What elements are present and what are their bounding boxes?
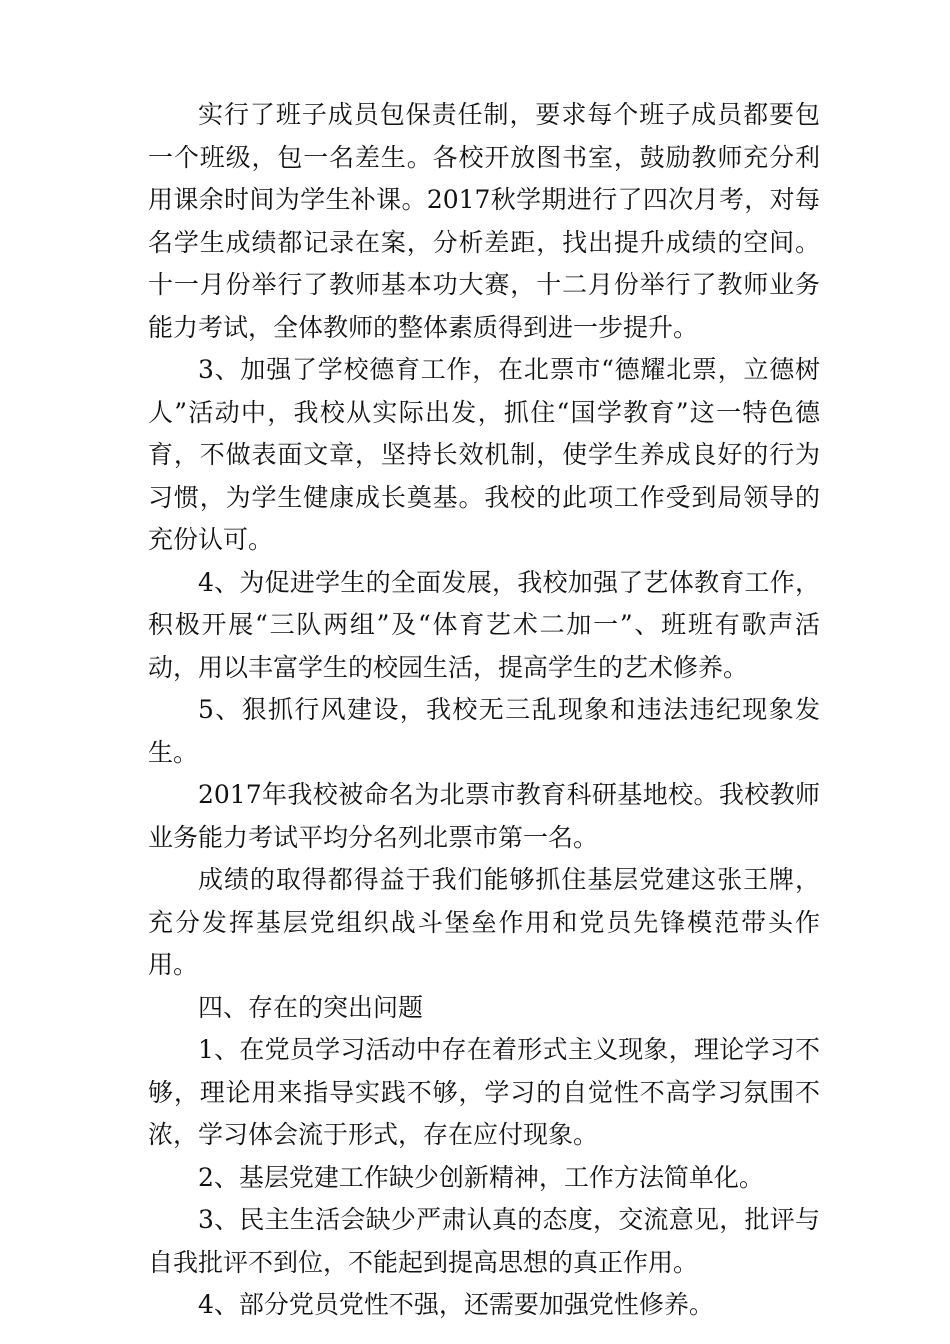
paragraph-responsibility-system: 实行了班子成员包保责任制，要求每个班子成员都要包一个班级，包一名差生。各校开放图书室，鼓励教师充分利用课余时间为学生补课。2017秋学期进行了四次月考，对每名学生成绩都记录在案，分析差距，找出提升成绩的空间。十一月份举行了教师基本功大赛，十二月份举行了教师业务能力考试，全体教师的整体素质得到进一步提升。 [148, 100, 820, 342]
document-body [148, 94, 820, 1327]
paragraph-arts-sports-education: 4、为促进学生的全面发展，我校加强了艺体教育工作，积极开展“三队两组”及“体育艺术二加一”、班班有歌声活动，用以丰富学生的校园生活，提高学生的艺术修养。 [148, 567, 820, 682]
section-heading-problems: 四、存在的突出问题 [198, 992, 424, 1022]
problem-item-3: 3、民主生活会缺少严肃认真的态度，交流意见，批评与自我批评不到位，不能起到提高思想的真正作用。 [148, 1205, 820, 1277]
paragraph-conduct-building: 5、狠抓行风建设，我校无三乱现象和违法违纪现象发生。 [148, 695, 820, 767]
problem-item-4: 4、部分党员党性不强，还需要加强党性修养。 [198, 1290, 714, 1319]
paragraph-moral-education: 3、加强了学校德育工作，在北票市“德耀北票，立德树人”活动中，我校从实际出发，抓住“国学教育”这一特色德育，不做表面文章，坚持长效机制，使学生养成良好的行为习惯，为学生健康成长奠基。我校的此项工作受到局领导的充份认可。 [148, 355, 820, 554]
paragraph-research-base-school: 2017年我校被命名为北票市教育科研基地校。我校教师业务能力考试平均分名列北票市第一名。 [148, 780, 820, 852]
paragraph-achievements-summary: 成绩的取得都得益于我们能够抓住基层党建这张王牌，充分发挥基层党组织战斗堡垒作用和党员先锋模范带头作用。 [148, 865, 820, 979]
problem-item-2: 2、基层党建工作缺少创新精神，工作方法简单化。 [198, 1162, 764, 1192]
problem-item-1: 1、在党员学习活动中存在着形式主义现象，理论学习不够，理论用来指导实践不够，学习的自觉性不高学习氛围不浓，学习体会流于形式，存在应付现象。 [148, 1035, 820, 1149]
